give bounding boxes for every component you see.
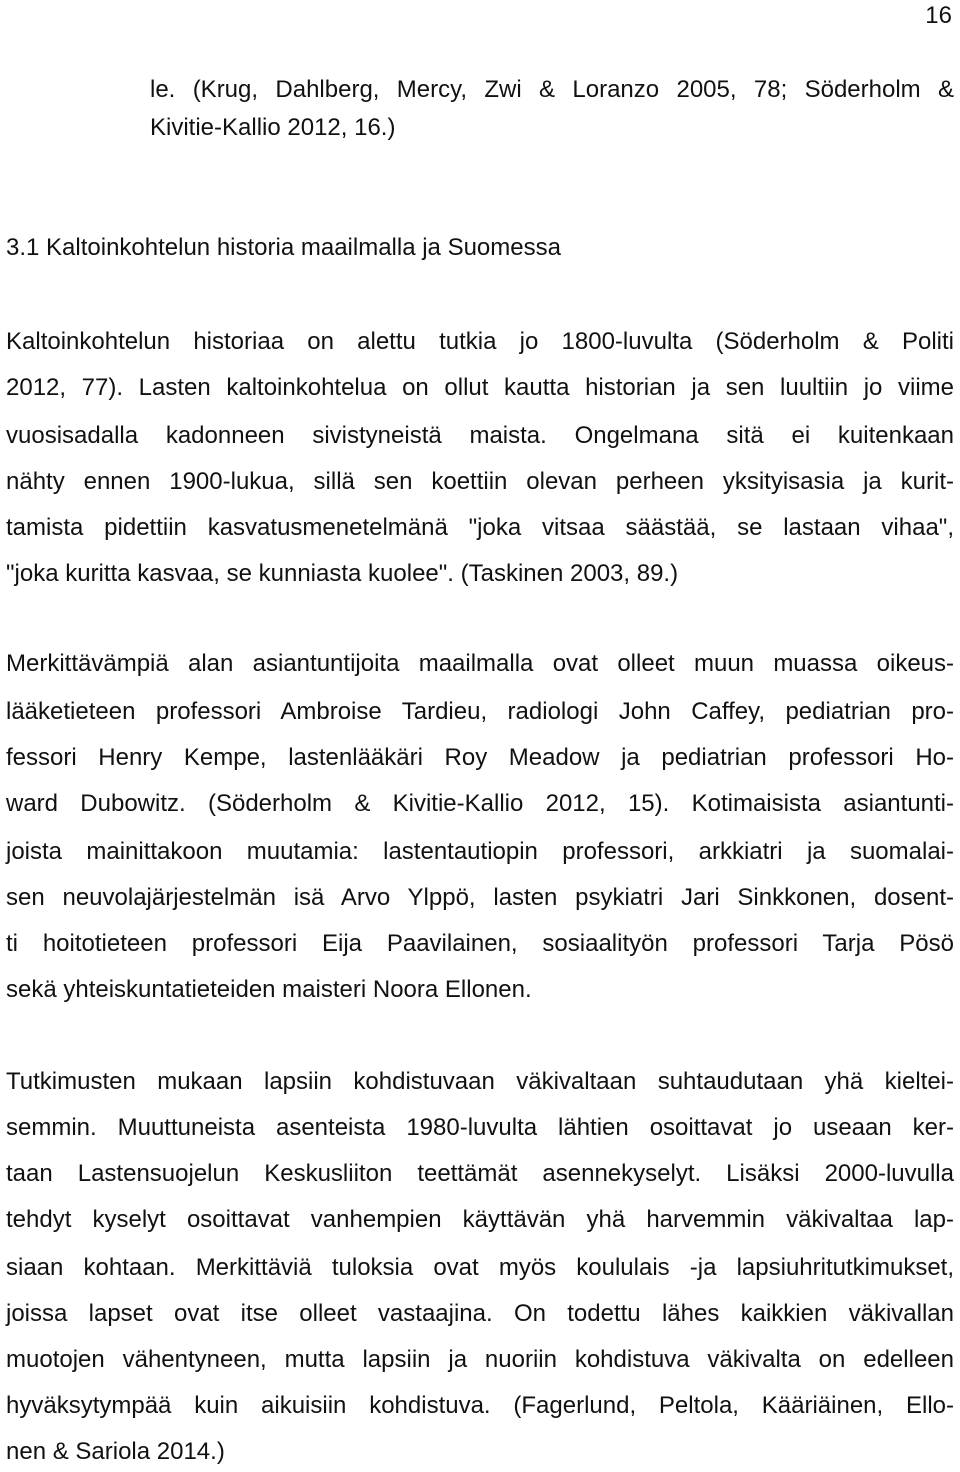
text-line: "joka kuritta kasvaa, se kunniasta kuolee". (Taskinen 2003, 89.): [6, 560, 679, 587]
text-line: siaan kohtaan. Merkittäviä tuloksia ovat myös koululais -ja lapsiuhritutkimukset,: [6, 1254, 954, 1281]
text-line: lääketieteen professori Ambroise Tardieu, radiologi John Caffey, pediatrian pro-: [6, 698, 954, 725]
text-line: Kivitie-Kallio 2012, 16.): [150, 114, 396, 141]
text-line: vuosisadalla kadonneen sivistyneistä maista. Ongelmana sitä ei kuitenkaan: [6, 422, 954, 449]
text-line: Kaltoinkohtelun historiaa on alettu tutkia jo 1800-luvulta (Söderholm & Politi: [6, 328, 954, 355]
text-line: Tutkimusten mukaan lapsiin kohdistuvaan väkivaltaan suhtaudutaan yhä kieltei-: [6, 1068, 954, 1095]
text-line: ward Dubowitz. (Söderholm & Kivitie-Kallio 2012, 15). Kotimaisista asiantunti-: [6, 790, 954, 817]
text-line: fessori Henry Kempe, lastenlääkäri Roy Meadow ja pediatrian professori Ho-: [6, 744, 954, 771]
text-line: tamista pidettiin kasvatusmenetelmänä "joka vitsaa säästää, se lastaan vihaa",: [6, 514, 954, 541]
text-line: ti hoitotieteen professori Eija Paavilainen, sosiaalityön professori Tarja Pösö: [6, 930, 954, 957]
text-line: joissa lapset ovat itse olleet vastaajina. On todettu lähes kaikkien väkivallan: [6, 1300, 954, 1327]
text-line: tehdyt kyselyt osoittavat vanhempien käyttävän yhä harvemmin väkivaltaa lap-: [6, 1206, 954, 1233]
text-line: Merkittävämpiä alan asiantuntijoita maailmalla ovat olleet muun muassa oikeus-: [6, 650, 954, 677]
text-line: taan Lastensuojelun Keskusliiton teettämät asennekyselyt. Lisäksi 2000-luvulla: [6, 1160, 954, 1187]
text-line: le. (Krug, Dahlberg, Mercy, Zwi & Loranzo 2005, 78; Söderholm &: [150, 76, 954, 103]
page-number: 16: [925, 2, 952, 29]
text-line: muotojen vähentyneen, mutta lapsiin ja nuoriin kohdistuva väkivalta on edelleen: [6, 1346, 954, 1373]
text-line: semmin. Muuttuneista asenteista 1980-luvulta lähtien osoittavat jo useaan ker-: [6, 1114, 954, 1141]
text-line: nähty ennen 1900-lukua, sillä sen koettiin olevan perheen yksityisasia ja kurit-: [6, 468, 954, 495]
text-line: sekä yhteiskuntatieteiden maisteri Noora Ellonen.: [6, 976, 532, 1003]
text-line: joista mainittakoon muutamia: lastentautiopin professori, arkkiatri ja suomalai-: [6, 838, 954, 865]
text-line: sen neuvolajärjestelmän isä Arvo Ylppö, lasten psykiatri Jari Sinkkonen, dosent-: [6, 884, 954, 911]
text-line: hyväksytympää kuin aikuisiin kohdistuva. (Fagerlund, Peltola, Kääriäinen, Ello-: [6, 1392, 954, 1419]
section-heading: 3.1 Kaltoinkohtelun historia maailmalla ja Suomessa: [6, 234, 561, 261]
text-line: nen & Sariola 2014.): [6, 1438, 225, 1465]
text-line: 2012, 77). Lasten kaltoinkohtelua on ollut kautta historian ja sen luultiin jo viime: [6, 374, 954, 401]
